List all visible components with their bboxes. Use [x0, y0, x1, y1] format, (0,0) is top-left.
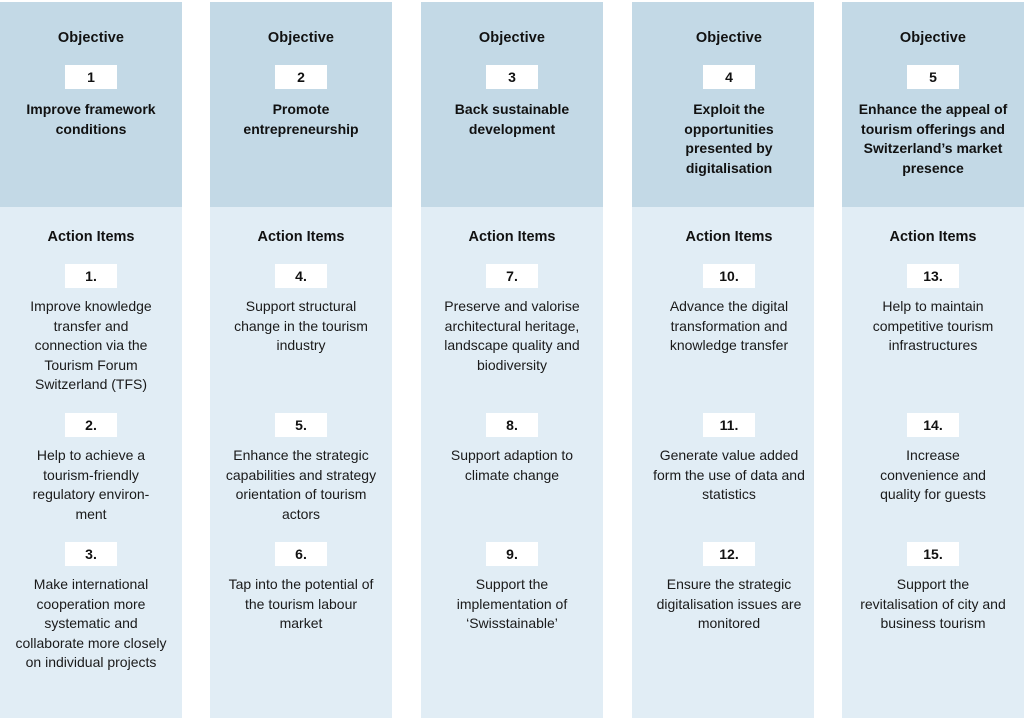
action-items-label: Action Items: [47, 229, 135, 245]
action-item-number: 6.: [275, 542, 327, 566]
objective-number: 5: [907, 65, 959, 89]
action-items-label: Action Items: [468, 229, 556, 245]
action-item-number: 9.: [486, 542, 538, 566]
objective-number: 2: [275, 65, 327, 89]
objective-number: 4: [703, 65, 755, 89]
action-item-text: Enhance the strategic capabilities and strategy orientation of tourism actors: [225, 447, 377, 522]
action-item-text: Advance the digital transformation and knowledge transfer: [669, 298, 789, 354]
action-item-text: Tap into the potential of the tourism labour market: [228, 576, 374, 632]
action-item-number: 10.: [703, 264, 755, 288]
objective-title: Improve framework conditions: [26, 101, 156, 137]
action-item-text: Improve knowledge transfer and connection via the Tourism Forum Switzerland (TFS): [30, 298, 152, 393]
action-item-text: Preserve and valorise architectural heritage, landscape quality and biodiversity: [444, 298, 580, 373]
objective-column-4: [632, 2, 814, 718]
objective-column-3: [421, 2, 603, 718]
action-item-number: 8.: [486, 413, 538, 437]
objective-title: Promote entrepreneurship: [243, 101, 359, 137]
action-item-text: Make international cooperation more systematic and collaborate more closely on individual projects: [15, 576, 167, 671]
action-items-label: Action Items: [685, 229, 773, 245]
action-items-label: Action Items: [257, 229, 345, 245]
objective-column-2: [210, 2, 392, 718]
action-item-number: 13.: [907, 264, 959, 288]
action-item-number: 5.: [275, 413, 327, 437]
action-item-number: 12.: [703, 542, 755, 566]
action-item-number: 7.: [486, 264, 538, 288]
objective-number: 3: [486, 65, 538, 89]
objective-title: Back sustainable development: [454, 101, 570, 137]
action-item-text: Ensure the strategic digitalisation issues are monitored: [656, 576, 802, 632]
action-items-label: Action Items: [889, 229, 977, 245]
objective-column-1: [0, 2, 182, 718]
action-item-number: 1.: [65, 264, 117, 288]
objective-title: Exploit the opportunities presented by digitalisation: [684, 101, 774, 176]
objective-column-5: [842, 2, 1024, 718]
objective-label: Objective: [478, 30, 546, 46]
objective-label: Objective: [57, 30, 125, 46]
action-item-number: 3.: [65, 542, 117, 566]
objective-number: 1: [65, 65, 117, 89]
action-item-text: Support adaption to climate change: [450, 447, 574, 483]
action-item-number: 11.: [703, 413, 755, 437]
objective-label: Objective: [267, 30, 335, 46]
action-item-text: Support structural change in the tourism industry: [234, 298, 368, 354]
action-item-number: 15.: [907, 542, 959, 566]
action-item-number: 4.: [275, 264, 327, 288]
action-item-number: 14.: [907, 413, 959, 437]
action-item-text: Generate value added form the use of data and statistics: [653, 447, 805, 503]
action-item-text: Increase convenience and quality for guests: [880, 447, 986, 503]
objective-title: Enhance the appeal of tourism offerings and Switzerland’s market presence: [858, 101, 1008, 176]
objective-label: Objective: [899, 30, 967, 46]
action-item-text: Support the revitalisation of city and business tourism: [860, 576, 1006, 632]
action-item-text: Support the implementation of ‘Swisstainable’: [456, 576, 568, 632]
action-item-number: 2.: [65, 413, 117, 437]
objective-label: Objective: [695, 30, 763, 46]
action-item-text: Help to maintain competitive tourism infrastructures: [872, 298, 994, 354]
action-item-text: Help to achieve a tourism-friendly regulatory environ-ment: [32, 447, 150, 522]
